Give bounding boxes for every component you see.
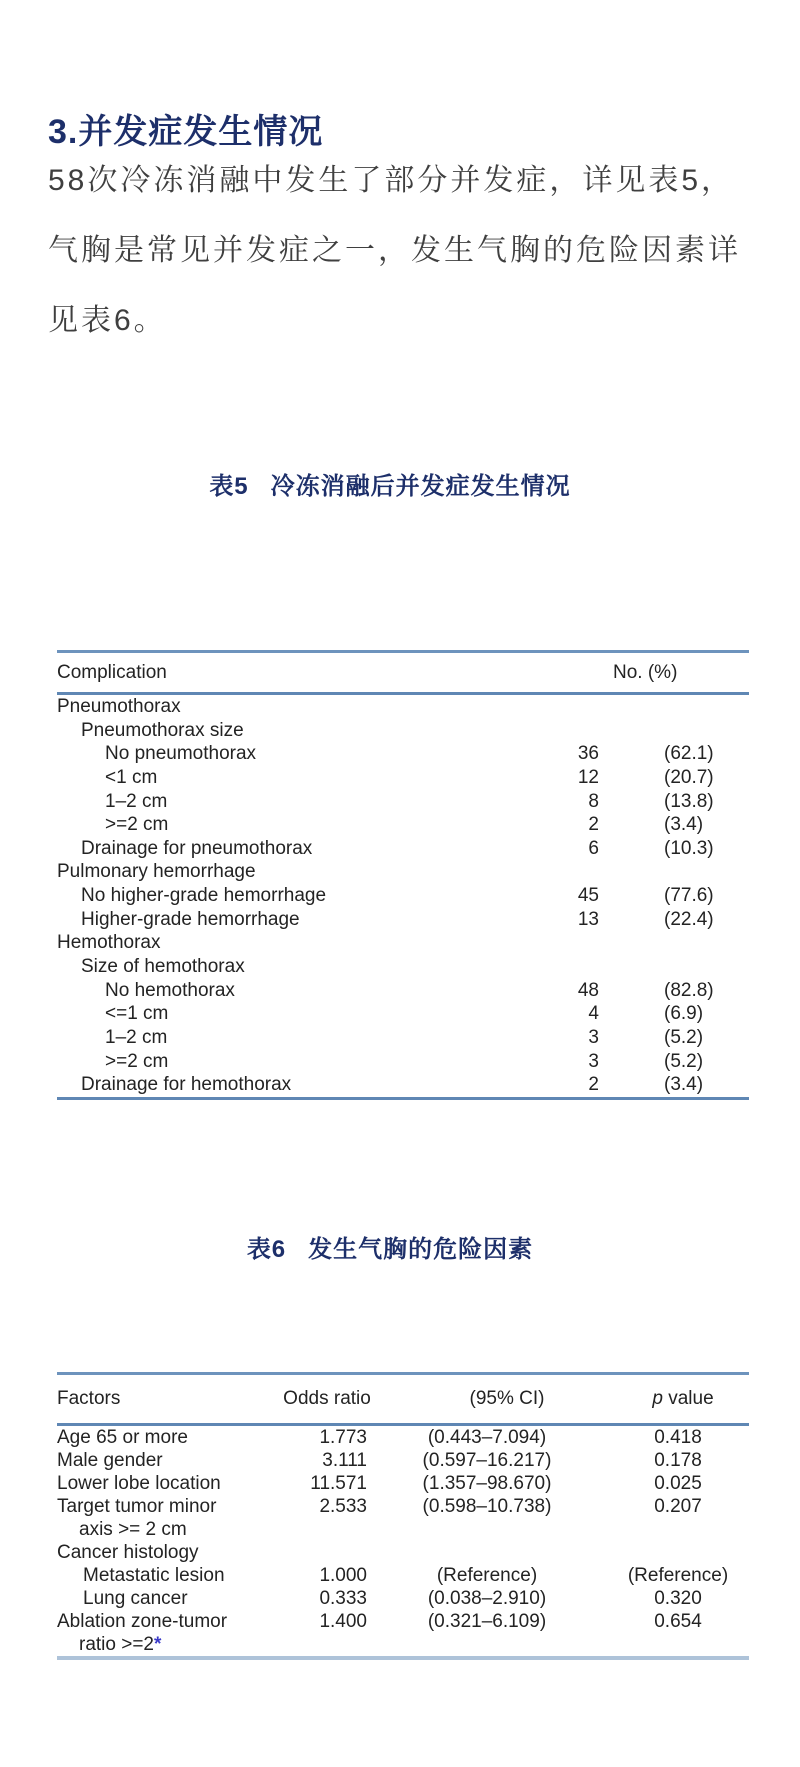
factor-label: Ablation zone-tumor ratio >=2* <box>57 1610 287 1656</box>
count-value: 6 <box>588 837 599 859</box>
count-value: 3 <box>588 1026 599 1048</box>
factor-label: Lower lobe location <box>57 1473 221 1494</box>
table-row <box>57 790 749 814</box>
factor-label-line2: ratio >=2* <box>79 1634 162 1655</box>
table-row <box>57 908 749 932</box>
table5-rows <box>57 695 749 1097</box>
table6-col-odds-ratio: Odds ratio <box>283 1388 371 1409</box>
table-row <box>57 766 749 790</box>
table6-bottom-rule <box>57 1656 749 1660</box>
complication-label: Pneumothorax size <box>81 719 244 741</box>
table6-col-ci: (95% CI) <box>469 1388 545 1409</box>
percent-value <box>664 931 749 955</box>
p-value: 0.418 <box>654 1427 702 1448</box>
count-value: 4 <box>588 1003 599 1025</box>
ci-value: (0.443–7.094) <box>427 1427 547 1448</box>
count-value <box>539 955 599 979</box>
complication-label: <=1 cm <box>105 1003 169 1025</box>
table6-header-row <box>57 1372 749 1426</box>
count-value: 45 <box>577 885 599 907</box>
count-value <box>539 695 599 719</box>
count-value: 12 <box>577 766 599 788</box>
percent-value <box>664 719 749 743</box>
column-gap <box>599 813 664 837</box>
percent-value <box>664 955 749 979</box>
table-row <box>57 837 749 861</box>
complication-label: 1–2 cm <box>105 790 168 812</box>
count-value: 13 <box>577 908 599 930</box>
complication-label: Size of hemothorax <box>81 956 245 978</box>
table-row <box>57 931 749 955</box>
paragraph-line: 气胸是常见并发症之一，发生气胸的危险因素详 <box>48 234 741 267</box>
factor-label: Age 65 or more <box>57 1427 188 1448</box>
column-gap <box>599 719 664 743</box>
table-row <box>57 813 749 837</box>
ci-value: (0.597–16.217) <box>422 1450 552 1471</box>
column-gap <box>599 860 664 884</box>
column-gap <box>599 1002 664 1026</box>
percent-value: (5.2) <box>664 1026 704 1048</box>
odds-ratio-value: 0.333 <box>319 1588 367 1609</box>
table5-caption-label: 表5 <box>209 473 249 500</box>
column-gap <box>599 742 664 766</box>
odds-ratio-value: 1.000 <box>319 1565 367 1586</box>
complication-label: >=2 cm <box>105 1050 169 1072</box>
odds-ratio-value: 1.773 <box>319 1427 367 1448</box>
table-row <box>57 860 749 884</box>
table-row <box>57 1541 749 1564</box>
complication-label: 1–2 cm <box>105 1026 168 1048</box>
complication-label: No hemothorax <box>105 979 235 1001</box>
table5-col-complication: Complication <box>57 661 167 683</box>
table-row <box>57 955 749 979</box>
p-value: 0.207 <box>654 1496 702 1517</box>
complication-label: Drainage for hemothorax <box>81 1074 292 1096</box>
factor-label: Cancer histology <box>57 1542 199 1563</box>
table-row <box>57 1610 749 1656</box>
table5-caption-title: 冷冻消融后并发症发生情况 <box>270 473 571 500</box>
table-row <box>57 719 749 743</box>
odds-ratio-value: 11.571 <box>310 1473 367 1494</box>
paragraph-line: 见表6。 <box>48 304 167 337</box>
complication-label: No pneumothorax <box>105 743 257 765</box>
table-row <box>57 1587 749 1610</box>
factor-label: Target tumor minor axis >= 2 cm <box>57 1495 287 1541</box>
complication-label: >=2 cm <box>105 814 169 836</box>
count-value <box>539 719 599 743</box>
odds-ratio-value: 2.533 <box>319 1496 367 1517</box>
ci-value: (1.357–98.670) <box>422 1473 552 1494</box>
table6-rows <box>57 1426 749 1656</box>
complication-label: Higher-grade hemorrhage <box>81 908 300 930</box>
p-value: 0.320 <box>654 1588 702 1609</box>
complication-label: <1 cm <box>105 766 158 788</box>
factor-label: Male gender <box>57 1450 163 1471</box>
odds-ratio-value: 1.400 <box>319 1611 367 1632</box>
column-gap <box>599 908 664 932</box>
table-row <box>57 695 749 719</box>
table5-bottom-rule <box>57 1097 749 1100</box>
ci-value: (Reference) <box>436 1565 538 1586</box>
percent-value: (20.7) <box>664 766 714 788</box>
table6-caption-label: 表6 <box>246 1236 287 1263</box>
table-row <box>57 1002 749 1026</box>
table-row <box>57 1050 749 1074</box>
p-value: 0.654 <box>654 1611 702 1632</box>
p-value-word: value <box>662 1388 714 1409</box>
percent-value: (77.6) <box>664 885 714 907</box>
percent-value: (22.4) <box>664 908 714 930</box>
percent-value: (62.1) <box>664 743 714 765</box>
column-gap <box>599 695 664 719</box>
table-row <box>57 884 749 908</box>
percent-value: (5.2) <box>664 1050 704 1072</box>
complication-label: Pulmonary hemorrhage <box>57 861 256 883</box>
column-gap <box>599 979 664 1003</box>
table5-col-no-pct: No. (%) <box>613 661 678 683</box>
odds-ratio-value: 3.111 <box>322 1450 367 1471</box>
table5 <box>57 650 749 1100</box>
count-value <box>539 860 599 884</box>
table6-col-factors: Factors <box>57 1388 121 1409</box>
percent-value: (10.3) <box>664 837 714 859</box>
percent-value: (3.4) <box>664 814 704 836</box>
factor-label-line2: axis >= 2 cm <box>79 1519 187 1540</box>
table-row <box>57 1073 749 1097</box>
column-gap <box>599 955 664 979</box>
ci-value: (0.598–10.738) <box>422 1496 552 1517</box>
percent-value: (6.9) <box>664 1003 704 1025</box>
table6-col-p-value <box>617 1388 749 1410</box>
table-row <box>57 742 749 766</box>
ci-value: (0.321–6.109) <box>427 1611 547 1632</box>
column-gap <box>599 1026 664 1050</box>
paragraph <box>48 146 772 356</box>
paragraph-line: 58次冷冻消融中发生了部分并发症，详见表5， <box>48 164 735 197</box>
complication-label: Drainage for pneumothorax <box>81 837 313 859</box>
p-italic: p <box>652 1388 663 1409</box>
table5-caption <box>0 470 780 504</box>
percent-value <box>664 695 749 719</box>
section-heading: 3.并发症发生情况 <box>48 113 324 152</box>
column-gap <box>599 931 664 955</box>
column-gap <box>599 766 664 790</box>
percent-value: (82.8) <box>664 979 714 1001</box>
column-gap <box>599 1050 664 1074</box>
percent-value: (3.4) <box>664 1074 704 1096</box>
column-gap <box>599 1073 664 1097</box>
table-row <box>57 1449 749 1472</box>
table-row <box>57 1026 749 1050</box>
table-row <box>57 1495 749 1541</box>
count-value: 36 <box>577 743 599 765</box>
complication-label: No higher-grade hemorrhage <box>81 885 327 907</box>
table6-caption-title: 发生气胸的危险因素 <box>308 1236 534 1263</box>
table-row <box>57 1564 749 1587</box>
count-value: 48 <box>577 979 599 1001</box>
percent-value <box>664 860 749 884</box>
count-value: 2 <box>588 814 599 836</box>
ci-value: (0.038–2.910) <box>427 1588 547 1609</box>
count-value: 8 <box>588 790 599 812</box>
table-row <box>57 979 749 1003</box>
count-value: 2 <box>588 1074 599 1096</box>
column-gap <box>599 790 664 814</box>
table5-header-row <box>57 650 749 695</box>
p-value: 0.025 <box>654 1473 702 1494</box>
complication-label: Hemothorax <box>57 932 161 954</box>
count-value: 3 <box>588 1050 599 1072</box>
footnote-asterisk: * <box>154 1634 162 1655</box>
table-row <box>57 1426 749 1449</box>
factor-label: Lung cancer <box>83 1588 188 1609</box>
count-value <box>539 931 599 955</box>
percent-value: (13.8) <box>664 790 714 812</box>
column-gap <box>599 837 664 861</box>
p-value: (Reference) <box>627 1565 729 1586</box>
table-row <box>57 1472 749 1495</box>
table6-caption <box>0 1233 780 1267</box>
p-value: 0.178 <box>654 1450 702 1471</box>
factor-label: Metastatic lesion <box>83 1565 225 1586</box>
table6 <box>57 1372 749 1660</box>
complication-label: Pneumothorax <box>57 696 181 717</box>
column-gap <box>599 884 664 908</box>
